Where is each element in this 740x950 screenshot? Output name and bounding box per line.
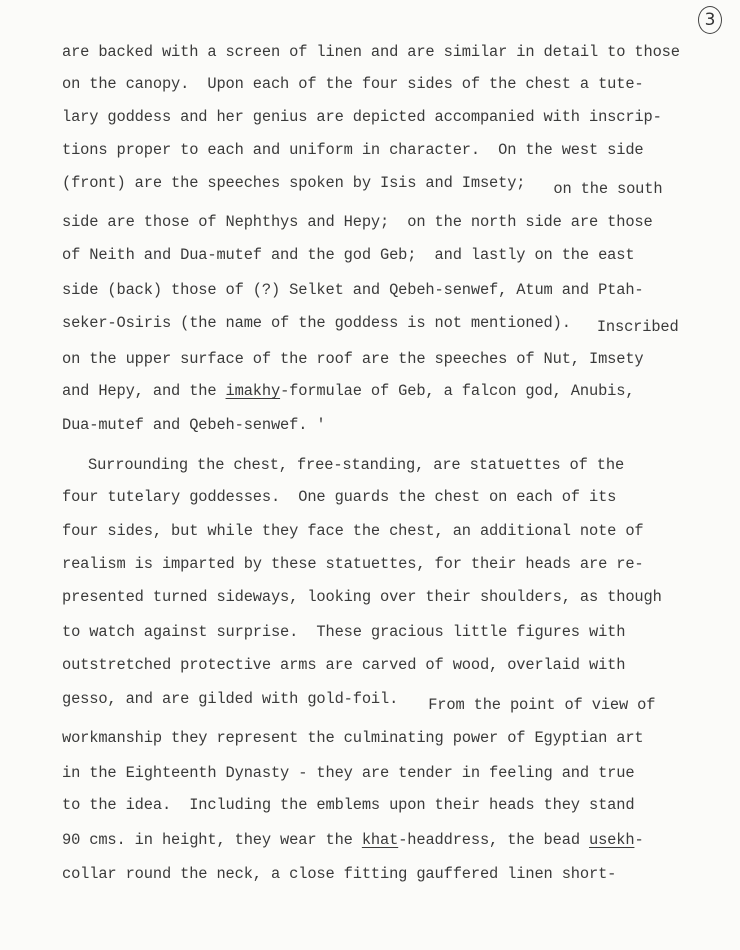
text-line: collar round the neck, a close fitting gauffered linen short- — [62, 865, 617, 883]
text-segment: -headdress, the bead — [398, 831, 589, 849]
text-segment: on the south — [553, 180, 663, 198]
text-line: lary goddess and her genius are depicted accompanied with inscrip- — [62, 108, 662, 126]
text-line: to the idea. Including the emblems upon their heads they stand — [62, 796, 635, 814]
text-line: in the Eighteenth Dynasty - they are tender in feeling and true — [62, 764, 635, 782]
text-line: realism is imparted by these statuettes, for their heads are re- — [62, 555, 644, 573]
text-line: four tutelary goddesses. One guards the chest on each of its — [62, 488, 617, 506]
text-line: side (back) those of (?) Selket and Qebeh-senwef, Atum and Ptah- — [62, 281, 644, 299]
text-line: outstretched protective arms are carved of wood, overlaid with — [62, 656, 626, 674]
text-segment: -formulae of Geb, a falcon god, Anubis, — [280, 382, 635, 400]
text-line: four sides, but while they face the chest, an additional note of — [62, 522, 644, 540]
text-line: presented turned sideways, looking over their shoulders, as though — [62, 588, 662, 606]
text-line: Surrounding the chest, free-standing, are statuettes of the — [88, 456, 625, 474]
text-line — [62, 173, 663, 198]
text-segment: Inscribed — [596, 318, 679, 336]
text-line: are backed with a screen of linen and are similar in detail to those — [62, 43, 680, 61]
underlined-term: khat — [361, 831, 399, 849]
text-line — [62, 689, 656, 714]
text-line — [62, 830, 644, 850]
text-segment: - — [634, 831, 644, 849]
text-segment: and Hepy, and the — [62, 382, 226, 400]
page-number: 3 — [698, 6, 722, 34]
text-line: Dua-mutef and Qebeh-senwef. ' — [62, 416, 326, 434]
text-line: on the upper surface of the roof are the speeches of Nut, Imsety — [62, 350, 644, 368]
text-line: to watch against surprise. These gracious little figures with — [62, 623, 626, 641]
text-line — [62, 381, 634, 401]
text-line: workmanship they represent the culminating power of Egyptian art — [62, 729, 644, 747]
underlined-term: usekh — [589, 831, 635, 849]
text-segment: From the point of view of — [428, 696, 656, 714]
underlined-term: imakhy — [225, 382, 281, 400]
text-line: of Neith and Dua-mutef and the god Geb; and lastly on the east — [62, 246, 635, 264]
text-line: on the canopy. Upon each of the four sides of the chest a tute- — [62, 75, 644, 93]
text-segment: 90 cms. in height, they wear the — [62, 831, 362, 849]
text-segment: gesso, and are gilded with gold-foil. — [62, 690, 399, 708]
text-segment: (front) are the speeches spoken by Isis and Imsety; — [62, 174, 526, 192]
text-line — [62, 313, 679, 336]
text-segment: seker-Osiris (the name of the goddess is not mentioned). — [62, 314, 571, 332]
text-line: side are those of Nephthys and Hepy; on the north side are those — [62, 213, 653, 231]
text-line: tions proper to each and uniform in character. On the west side — [62, 141, 644, 159]
